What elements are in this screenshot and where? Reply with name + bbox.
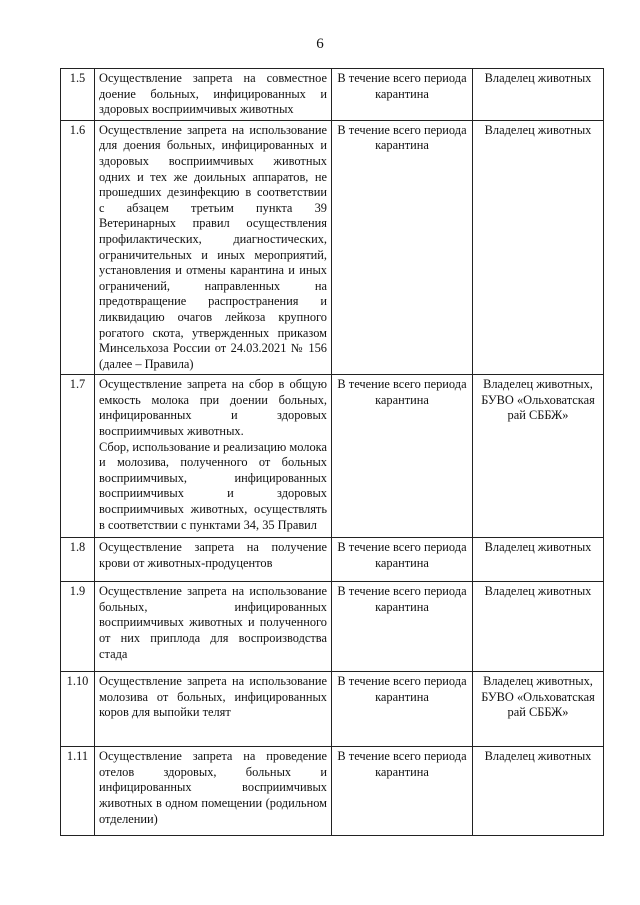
term-cell: В течение всего периода карантина	[332, 375, 473, 538]
table-row	[61, 375, 604, 538]
term-cell: В течение всего периода карантина	[332, 120, 473, 375]
term-cell: В течение всего периода карантина	[332, 582, 473, 672]
responsible-cell: Владелец животных	[473, 538, 604, 582]
page-number: 6	[316, 36, 324, 52]
row-number: 1.8	[61, 538, 95, 582]
row-number: 1.10	[61, 672, 95, 747]
measure-text: Осуществление запрета на использование для доения больных, инфицированных и здоровых восприимчивых животных одних и тех же доильных аппаратов, не прошедших дезинфекцию в соответствии с абзацем третьим пункта 39 Ветеринарных правил осуществления профилактических, диагностических, ограничительных и иных мероприятий, установления и отмены карантина и иных ограничений, направленных на предотвращение распространения и ликвидацию очагов лейкоза крупного рогатого скота, утвержденных приказом Минсельхоза России от 24.03.2021 № 156 (далее – Правила)	[99, 122, 327, 371]
term-cell: В течение всего периода карантина	[332, 69, 473, 121]
measure-cell	[95, 120, 332, 375]
responsible-cell: Владелец животных, БУВО «Ольховатская рай СББЖ»	[473, 375, 604, 538]
measure-text: Осуществление запрета на использование молозива от больных, инфицированных коров для выпойки телят	[99, 674, 327, 720]
measure-cell	[95, 582, 332, 672]
measure-cell	[95, 672, 332, 747]
measure-cell	[95, 375, 332, 538]
measure-text: Осуществление запрета на получение крови от животных-продуцентов	[99, 540, 327, 570]
responsible-cell: Владелец животных	[473, 747, 604, 836]
term-cell: В течение всего периода карантина	[332, 538, 473, 582]
measure-text: Осуществление запрета на проведение отелов здоровых, больных и инфицированных восприимчивых животных в одном помещении (родильном отделении)	[99, 749, 327, 826]
row-number: 1.6	[61, 120, 95, 375]
responsible-cell: Владелец животных, БУВО «Ольховатская рай СББЖ»	[473, 672, 604, 747]
term-cell: В течение всего периода карантина	[332, 672, 473, 747]
responsible-cell: Владелец животных	[473, 582, 604, 672]
measure-text: Сбор, использование и реализацию молока и молозива, полученного от больных восприимчивых, инфицированных восприимчивых и здоровых восприимчивых животных, осуществлять в соответствии с пунктами 34, 35 Правил	[99, 439, 327, 532]
measure-cell	[95, 747, 332, 836]
table-row	[61, 538, 604, 582]
measure-text: Осуществление запрета на сбор в общую емкость молока при доении больных, инфицированных и здоровых восприимчивых животных.	[99, 377, 327, 439]
table-row	[61, 69, 604, 121]
row-number: 1.5	[61, 69, 95, 121]
measure-text: Осуществление запрета на совместное доение больных, инфицированных и здоровых восприимчивых животных	[99, 71, 327, 117]
measure-cell	[95, 69, 332, 121]
responsible-cell: Владелец животных	[473, 69, 604, 121]
measure-text: Осуществление запрета на использование больных, инфицированных восприимчивых животных и полученного от них приплода для воспроизводства стада	[99, 584, 327, 661]
table-row	[61, 120, 604, 375]
table-row	[61, 672, 604, 747]
table-row	[61, 747, 604, 836]
responsible-cell: Владелец животных	[473, 120, 604, 375]
table-row	[61, 582, 604, 672]
row-number: 1.9	[61, 582, 95, 672]
row-number: 1.7	[61, 375, 95, 538]
row-number: 1.11	[61, 747, 95, 836]
term-cell: В течение всего периода карантина	[332, 747, 473, 836]
measures-table	[60, 68, 604, 836]
measure-cell	[95, 538, 332, 582]
